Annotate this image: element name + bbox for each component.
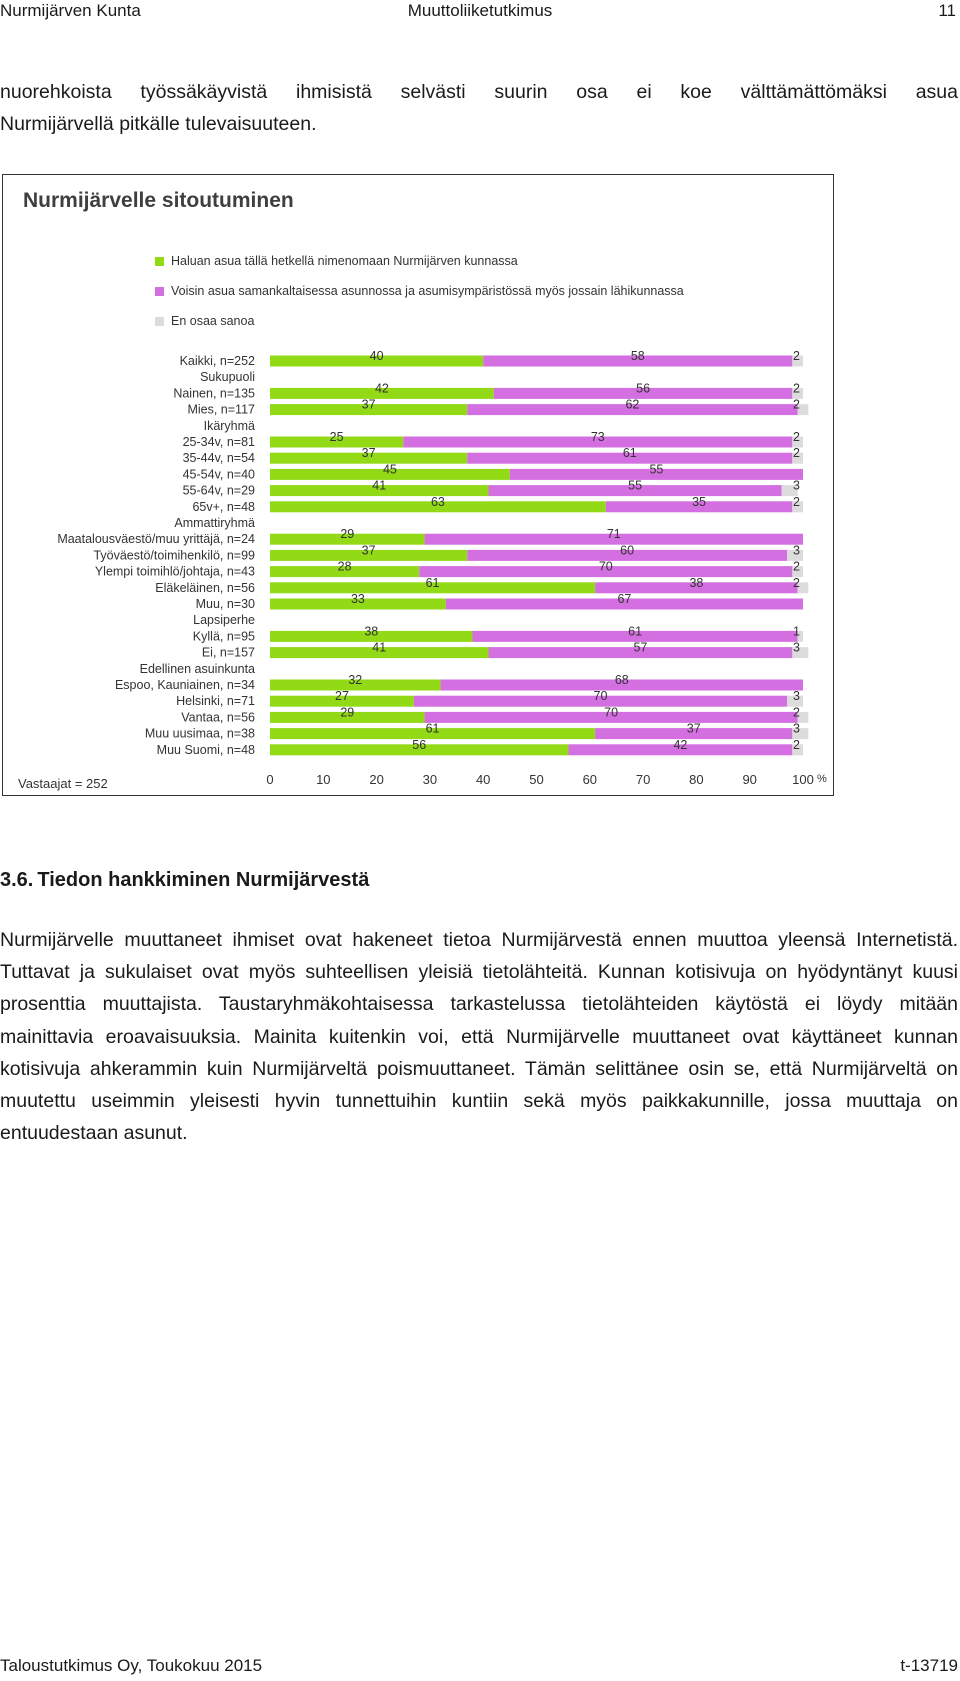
data-label: 2: [793, 397, 800, 412]
data-label: 56: [412, 737, 427, 752]
data-label: 28: [337, 559, 352, 574]
intro-paragraph: [0, 76, 958, 140]
data-label: 2: [793, 349, 800, 363]
data-label: 2: [793, 575, 800, 590]
category-label: 65v+, n=48: [192, 499, 255, 514]
data-label: 2: [793, 494, 800, 509]
data-label: 32: [348, 673, 363, 687]
data-label: 2: [793, 446, 800, 461]
data-label: 41: [372, 640, 387, 655]
x-axis-unit: %: [817, 772, 827, 785]
data-label: 35: [692, 494, 707, 509]
chart-title: Nurmijärvelle sitoutuminen: [23, 189, 294, 212]
category-label: Muu Suomi, n=48: [156, 742, 255, 757]
data-label: 27: [335, 689, 349, 704]
data-label: 57: [633, 640, 648, 655]
data-label: 58: [630, 349, 645, 363]
data-label: 33: [350, 592, 365, 606]
data-label: 56: [636, 381, 651, 396]
data-label: 71: [606, 527, 621, 542]
data-label: 29: [340, 705, 355, 720]
data-label: 60: [620, 543, 635, 558]
data-label: 2: [793, 705, 800, 720]
category-label: Ammattiryhmä: [174, 516, 255, 530]
category-label: Espoo, Kauniainen, n=34: [114, 678, 255, 692]
data-label: 3: [793, 689, 800, 704]
data-label: 45: [382, 462, 397, 477]
data-label: 70: [593, 689, 608, 704]
page-number: 11: [938, 1, 956, 20]
chart-canvas: [3, 175, 833, 795]
x-tick-label: 30: [422, 771, 438, 787]
data-label: 1: [793, 624, 800, 639]
data-label: 25: [329, 430, 344, 444]
category-label: Vantaa, n=56: [181, 710, 255, 725]
legend-label: En osaa sanoa: [171, 314, 255, 328]
x-tick-label: 50: [529, 771, 544, 787]
data-label: 61: [425, 721, 440, 736]
data-label: 2: [793, 559, 800, 574]
footer-company: Taloustutkimus Oy, Toukokuu 2015: [0, 1656, 263, 1675]
data-label: 55: [628, 478, 643, 493]
category-label: Mies, n=117: [187, 402, 255, 417]
data-label: 38: [689, 575, 704, 590]
x-tick-label: 40: [475, 771, 491, 787]
x-tick-label: 100: [792, 771, 814, 787]
data-label: 62: [625, 397, 640, 412]
data-label: 70: [598, 559, 613, 574]
data-label: 63: [430, 494, 445, 509]
category-label: 35-44v, n=54: [182, 451, 255, 466]
header-title: Muuttoliiketutkimus: [407, 1, 553, 20]
footer-code: t-13719: [900, 1656, 958, 1675]
section-title: Tiedon hankkiminen Nurmijärvestä: [37, 869, 370, 891]
x-tick-label: 90: [742, 771, 757, 787]
legend-swatch: [155, 317, 164, 326]
category-label: 25-34v, n=81: [182, 435, 255, 449]
x-tick-label: 60: [582, 771, 598, 787]
data-label: 3: [793, 721, 800, 736]
category-label: Ei, n=157: [201, 645, 255, 660]
category-label: Kyllä, n=95: [192, 629, 255, 644]
category-label: 55-64v, n=29: [182, 483, 255, 498]
category-label: Muu, n=30: [195, 597, 255, 611]
category-label: Kaikki, n=252: [179, 354, 255, 368]
data-label: 29: [340, 527, 355, 542]
data-label: 55: [649, 462, 664, 477]
data-label: 2: [793, 381, 800, 396]
legend-swatch: [155, 287, 164, 296]
data-label: 3: [793, 543, 800, 558]
data-label: 42: [673, 737, 688, 752]
data-label: 3: [793, 640, 800, 655]
category-label: Lapsiperhe: [193, 613, 255, 628]
category-label: Helsinki, n=71: [176, 694, 255, 709]
category-label: Työväestö/toimihenkilö, n=99: [93, 548, 255, 563]
category-label: Sukupuoli: [200, 370, 255, 385]
category-label: 45-54v, n=40: [182, 467, 255, 482]
category-label: Ylempi toimihlö/johtaja, n=43: [94, 564, 255, 579]
respondents-note: Vastaajat = 252: [18, 775, 108, 791]
category-label: Nainen, n=135: [173, 386, 255, 401]
x-tick-label: 10: [316, 771, 331, 787]
category-label: Ikäryhmä: [203, 418, 255, 433]
data-label: 42: [374, 381, 389, 396]
legend-label: Voisin asua samankaltaisessa asunnossa ja asumisympäristössä myös jossain lähikunnassa: [171, 284, 684, 298]
category-label: Edellinen asuinkunta: [139, 661, 255, 676]
data-label: 37: [686, 721, 701, 736]
data-label: 70: [604, 705, 619, 720]
data-label: 3: [793, 478, 800, 493]
legend-label: Haluan asua tällä hetkellä nimenomaan Nurmijärven kunnassa: [171, 254, 518, 268]
data-label: 37: [361, 446, 376, 461]
data-label: 68: [614, 673, 629, 687]
data-label: 37: [361, 397, 376, 412]
data-label: 2: [793, 430, 800, 444]
section-heading: [0, 866, 369, 894]
legend-swatch: [155, 257, 164, 266]
section-number: 3.6.: [0, 869, 34, 891]
data-label: 67: [617, 592, 632, 606]
body-paragraph: Nurmijärvelle muuttaneet ihmiset ovat hakeneet tietoa Nurmijärvestä ennen muuttoa yleensä Internetistä. Tuttavat ja sukulaiset ovat myös suhteellisen yleisiä tietolähteitä. Kunnan kotisivuja on hyödyntänyt kuusi prosenttia muuttajista. Taustaryhmäkohtaisessa tarkastelussa tietolähteiden käytöstä ei löydy mitään mainittavia eroavaisuuksia. Mainita kuitenkin voi, että Nurmijärvelle muuttaneet ovat käyttäneet kunnan kotisivuja ahkerammin kuin Nurmijärveltä poismuuttaneet. Tämän selittänee osin se, että Nurmijärveltä on muutettu useimmin yleisesti hyvin tunnettuihin kuntiin sekä myös paikkakunnille, jossa muuttaja on entuudestaan asunut.: [0, 929, 958, 1145]
intro-line-1: nuorehkoista työssäkäyvistä ihmisistä selvästi suurin osa ei koe välttämättömäksi asua: [0, 81, 958, 103]
commitment-chart: [2, 174, 834, 796]
data-label: 61: [425, 575, 440, 590]
data-label: 40: [369, 349, 384, 363]
data-label: 2: [793, 737, 800, 752]
x-tick-label: 70: [635, 771, 651, 787]
data-label: 41: [372, 478, 387, 493]
data-label: 73: [590, 430, 605, 444]
data-label: 61: [622, 446, 637, 461]
category-label: Eläkeläinen, n=56: [155, 580, 255, 595]
x-tick-label: 0: [266, 771, 274, 787]
x-tick-label: 20: [369, 771, 384, 787]
data-label: 61: [628, 624, 643, 639]
data-label: 38: [364, 624, 379, 639]
x-tick-label: 80: [689, 771, 704, 787]
intro-line-2: Nurmijärvellä pitkälle tulevaisuuteen.: [0, 113, 317, 135]
category-label: Muu uusimaa, n=38: [144, 726, 255, 741]
data-label: 37: [361, 543, 376, 558]
header-org: Nurmijärven Kunta: [0, 1, 141, 20]
category-label: Maatalousväestö/muu yrittäjä, n=24: [57, 532, 255, 547]
